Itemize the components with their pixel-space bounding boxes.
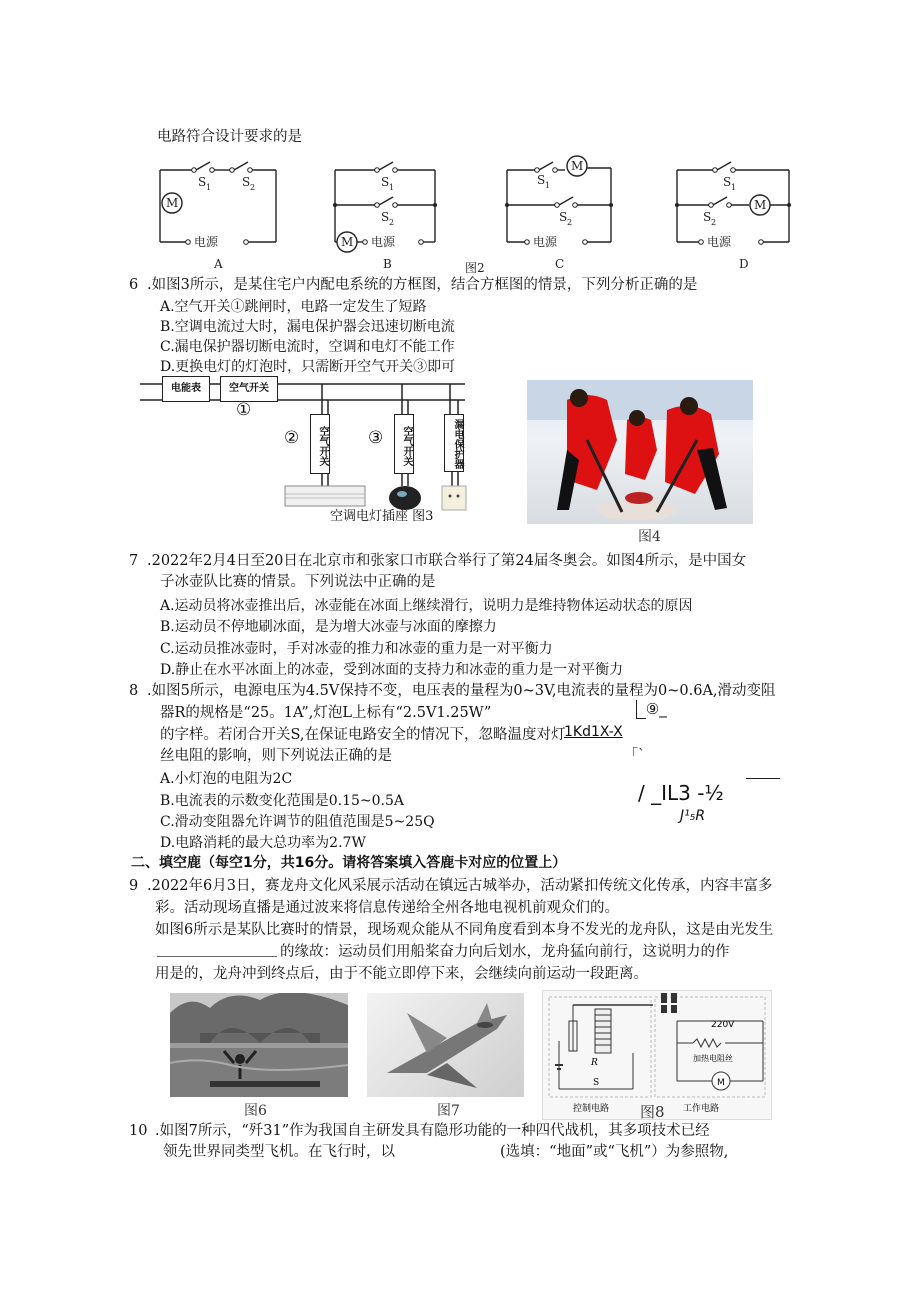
fig2-caption: 图2 <box>465 261 485 275</box>
q9-line-4: 的缘故：运动员们用船桨奋力向后划水，龙舟猛向前行，这说明力的作 <box>280 944 730 960</box>
q8-option-b: B.电流表的示数变化范围是0.15~0.5A <box>160 793 405 809</box>
fig3-caption: 空调电灯插座 图3 <box>330 509 434 524</box>
svg-text:S: S <box>381 210 390 224</box>
q8-number: 8 <box>129 683 139 699</box>
label-2: ② <box>284 428 300 448</box>
q9-number: 9 <box>129 878 139 894</box>
q8-stem-2: 器R的规格是“25。1A”,灯泡L上标有“2.5V1.25W” <box>160 705 492 721</box>
svg-text:220V: 220V <box>711 1020 735 1030</box>
dragon-boat-photo <box>170 993 348 1097</box>
curling-illustration <box>527 380 753 524</box>
fig5-fragment-2: 1Kd1X-X <box>564 724 623 740</box>
q10-number: 10 <box>129 1123 148 1139</box>
intro-text: 电路符合设计要求的是 <box>157 129 302 145</box>
svg-text:S: S <box>537 173 546 187</box>
q6-option-a: A.空气开关①跳闸时，电路一定发生了短路 <box>160 299 427 315</box>
a-label: A <box>214 257 223 271</box>
fig2-circuits <box>150 150 810 280</box>
curling-photo <box>527 380 753 524</box>
svg-text:1: 1 <box>731 183 737 192</box>
c-label: C <box>555 257 565 271</box>
dragon-boat-illustration <box>170 993 348 1097</box>
fig5-fragment-1: ⑨_ <box>636 700 667 718</box>
q8-option-a: A.小灯泡的电阻为2C <box>160 771 293 787</box>
svg-text:电源: 电源 <box>533 235 558 249</box>
q6-number: 6 <box>129 277 139 293</box>
fig4-caption: 图4 <box>638 529 661 545</box>
svg-text:S: S <box>723 175 732 189</box>
q7-number: 7 <box>129 553 139 569</box>
circuit-b <box>333 162 437 271</box>
svg-text:M: M <box>571 159 584 173</box>
svg-text:2: 2 <box>567 218 573 227</box>
svg-text:M: M <box>754 198 767 212</box>
fig7-caption: 图7 <box>437 1103 460 1119</box>
switch-2-box: 空气开关 <box>310 414 330 474</box>
svg-text:S: S <box>381 175 390 189</box>
svg-text:1: 1 <box>389 183 395 192</box>
fig8-caption: 图8 <box>640 1103 665 1121</box>
fig6-caption: 图6 <box>244 1103 267 1119</box>
switch-3-box: 空气开关 <box>394 414 414 474</box>
q9-line-5: 用是的，龙舟冲到终点后，由于不能立即停下来，会继续向前运动一段距离。 <box>155 966 648 982</box>
q7-option-d: D.静止在水平冰面上的冰壶，受到冰面的支持力和冰壶的重力是一对平衡力 <box>160 662 624 678</box>
meter-box: 电能表 <box>162 376 210 402</box>
a-s1: S <box>198 175 207 189</box>
d-label: D <box>739 257 749 271</box>
section-2-heading: 二、填空鹿（每空1分，共16分。请将答案填入答鹿卡对应的位置上） <box>131 855 567 871</box>
svg-text:M: M <box>341 235 354 249</box>
svg-text:1: 1 <box>545 181 551 190</box>
svg-text:M: M <box>166 196 179 210</box>
fig3-diagram <box>140 376 480 526</box>
svg-text:控制电路: 控制电路 <box>573 1104 610 1114</box>
circuit-a <box>160 162 276 271</box>
q6-option-d: D.更换电灯的灯泡时，只需断开空气开关③即可 <box>160 359 456 375</box>
q10-line-1: .如图7所示，“歼31”作为我国自主研发具有隐形功能的一种四代战机，其多项技术已经 <box>155 1123 710 1139</box>
jet-illustration <box>367 993 524 1097</box>
q8-option-d: D.电路消耗的最大总功率为2.7W <box>160 835 366 851</box>
svg-text:2: 2 <box>250 183 256 192</box>
q9-line-3: 如图6所示是某队比赛时的情景，现场观众能从不同角度看到本身不发光的龙舟队，这是由光发生 <box>155 922 774 938</box>
svg-text:S: S <box>559 210 568 224</box>
svg-text:2: 2 <box>389 218 395 227</box>
svg-text:工作电路: 工作电路 <box>683 1104 720 1114</box>
label-3: ③ <box>368 428 384 448</box>
svg-text:R: R <box>591 1058 598 1068</box>
circuit-c <box>505 156 613 271</box>
q9-line-2: 彩。活动现场直播是通过波来将信息传递给全州各地电视机前观众们的。 <box>155 900 619 916</box>
q8-stem-4: 丝电阻的影响，则下列说法正确的是 <box>160 748 392 764</box>
q7-option-c: C.运动员推冰壶时，手对冰壶的推力和冰壶的重力是一对平衡力 <box>160 641 553 657</box>
svg-text:S: S <box>242 175 251 189</box>
q7-option-a: A.运动员将冰壶推出后，冰壶能在冰面上继续滑行，说明力是维持物体运动状态的原因 <box>160 598 693 614</box>
q6-option-b: B.空调电流过大时，漏电保护器会迅速切断电流 <box>160 319 455 335</box>
fig5-line <box>746 778 780 779</box>
svg-text:S: S <box>593 1078 600 1088</box>
q10-line-2b: (选填：“地面”或“飞机”）为参照物, <box>500 1144 729 1160</box>
svg-text:加热电阻丝: 加热电阻丝 <box>693 1054 733 1063</box>
q7-stem-2: 子冰壶队比赛的情景。下列说法中正确的是 <box>160 574 436 590</box>
q7-stem-1: .2022年2月4日至20日在北京市和张家口市联合举行了第24届冬奥会。如图4所示，是中国女 <box>147 553 747 569</box>
fig8-circuit <box>543 991 771 1119</box>
b-label: B <box>383 257 392 271</box>
q9-blank-1[interactable] <box>157 956 277 957</box>
svg-text:M: M <box>717 1078 725 1088</box>
label-1: ① <box>236 400 252 420</box>
svg-text:2: 2 <box>711 218 717 227</box>
jet-photo <box>367 993 524 1097</box>
svg-text:电源: 电源 <box>707 235 732 249</box>
svg-text:电源: 电源 <box>371 235 396 249</box>
q9-line-1: .2022年6月3日，赛龙舟文化风采展示活动在镇远古城举办，活动紧扣传统文化传承，内容丰富多 <box>147 878 773 894</box>
fig5-fragment-5: J¹₅R <box>680 808 706 824</box>
fig5-fragment-4: / _IL3 -½ <box>638 781 724 805</box>
protector-box: 漏电保护器 <box>444 414 464 472</box>
q8-option-c: C.滑动变阻器允许调节的阻值范围是5~25Q <box>160 814 435 830</box>
q8-stem-1: .如图5所示，电源电压为4.5V保持不变，电压表的量程为0~3V,电流表的量程为0~0.6A,滑动变阻 <box>147 683 776 699</box>
fig5-fragment-3: 「` <box>624 747 645 763</box>
q6-stem: .如图3所示，是某住宅户内配电系统的方框图，结合方框图的情景，下列分析正确的是 <box>147 277 698 293</box>
q8-stem-3: 的字样。若闭合开关S,在保证电路安全的情况下，忽略温度对灯 <box>160 727 566 743</box>
q7-option-b: B.运动员不停地刷冰面，是为增大冰壶与冰面的摩擦力 <box>160 619 497 635</box>
main-switch-box: 空气开关 <box>220 376 278 402</box>
svg-text:电源: 电源 <box>194 235 219 249</box>
circuit-d <box>675 162 791 271</box>
q6-option-c: C.漏电保护器切断电流时，空调和电灯不能工作 <box>160 339 455 355</box>
svg-text:S: S <box>703 210 712 224</box>
q10-line-2a: 领先世界同类型飞机。在飞行时，以 <box>163 1144 395 1160</box>
svg-text:1: 1 <box>206 183 212 192</box>
